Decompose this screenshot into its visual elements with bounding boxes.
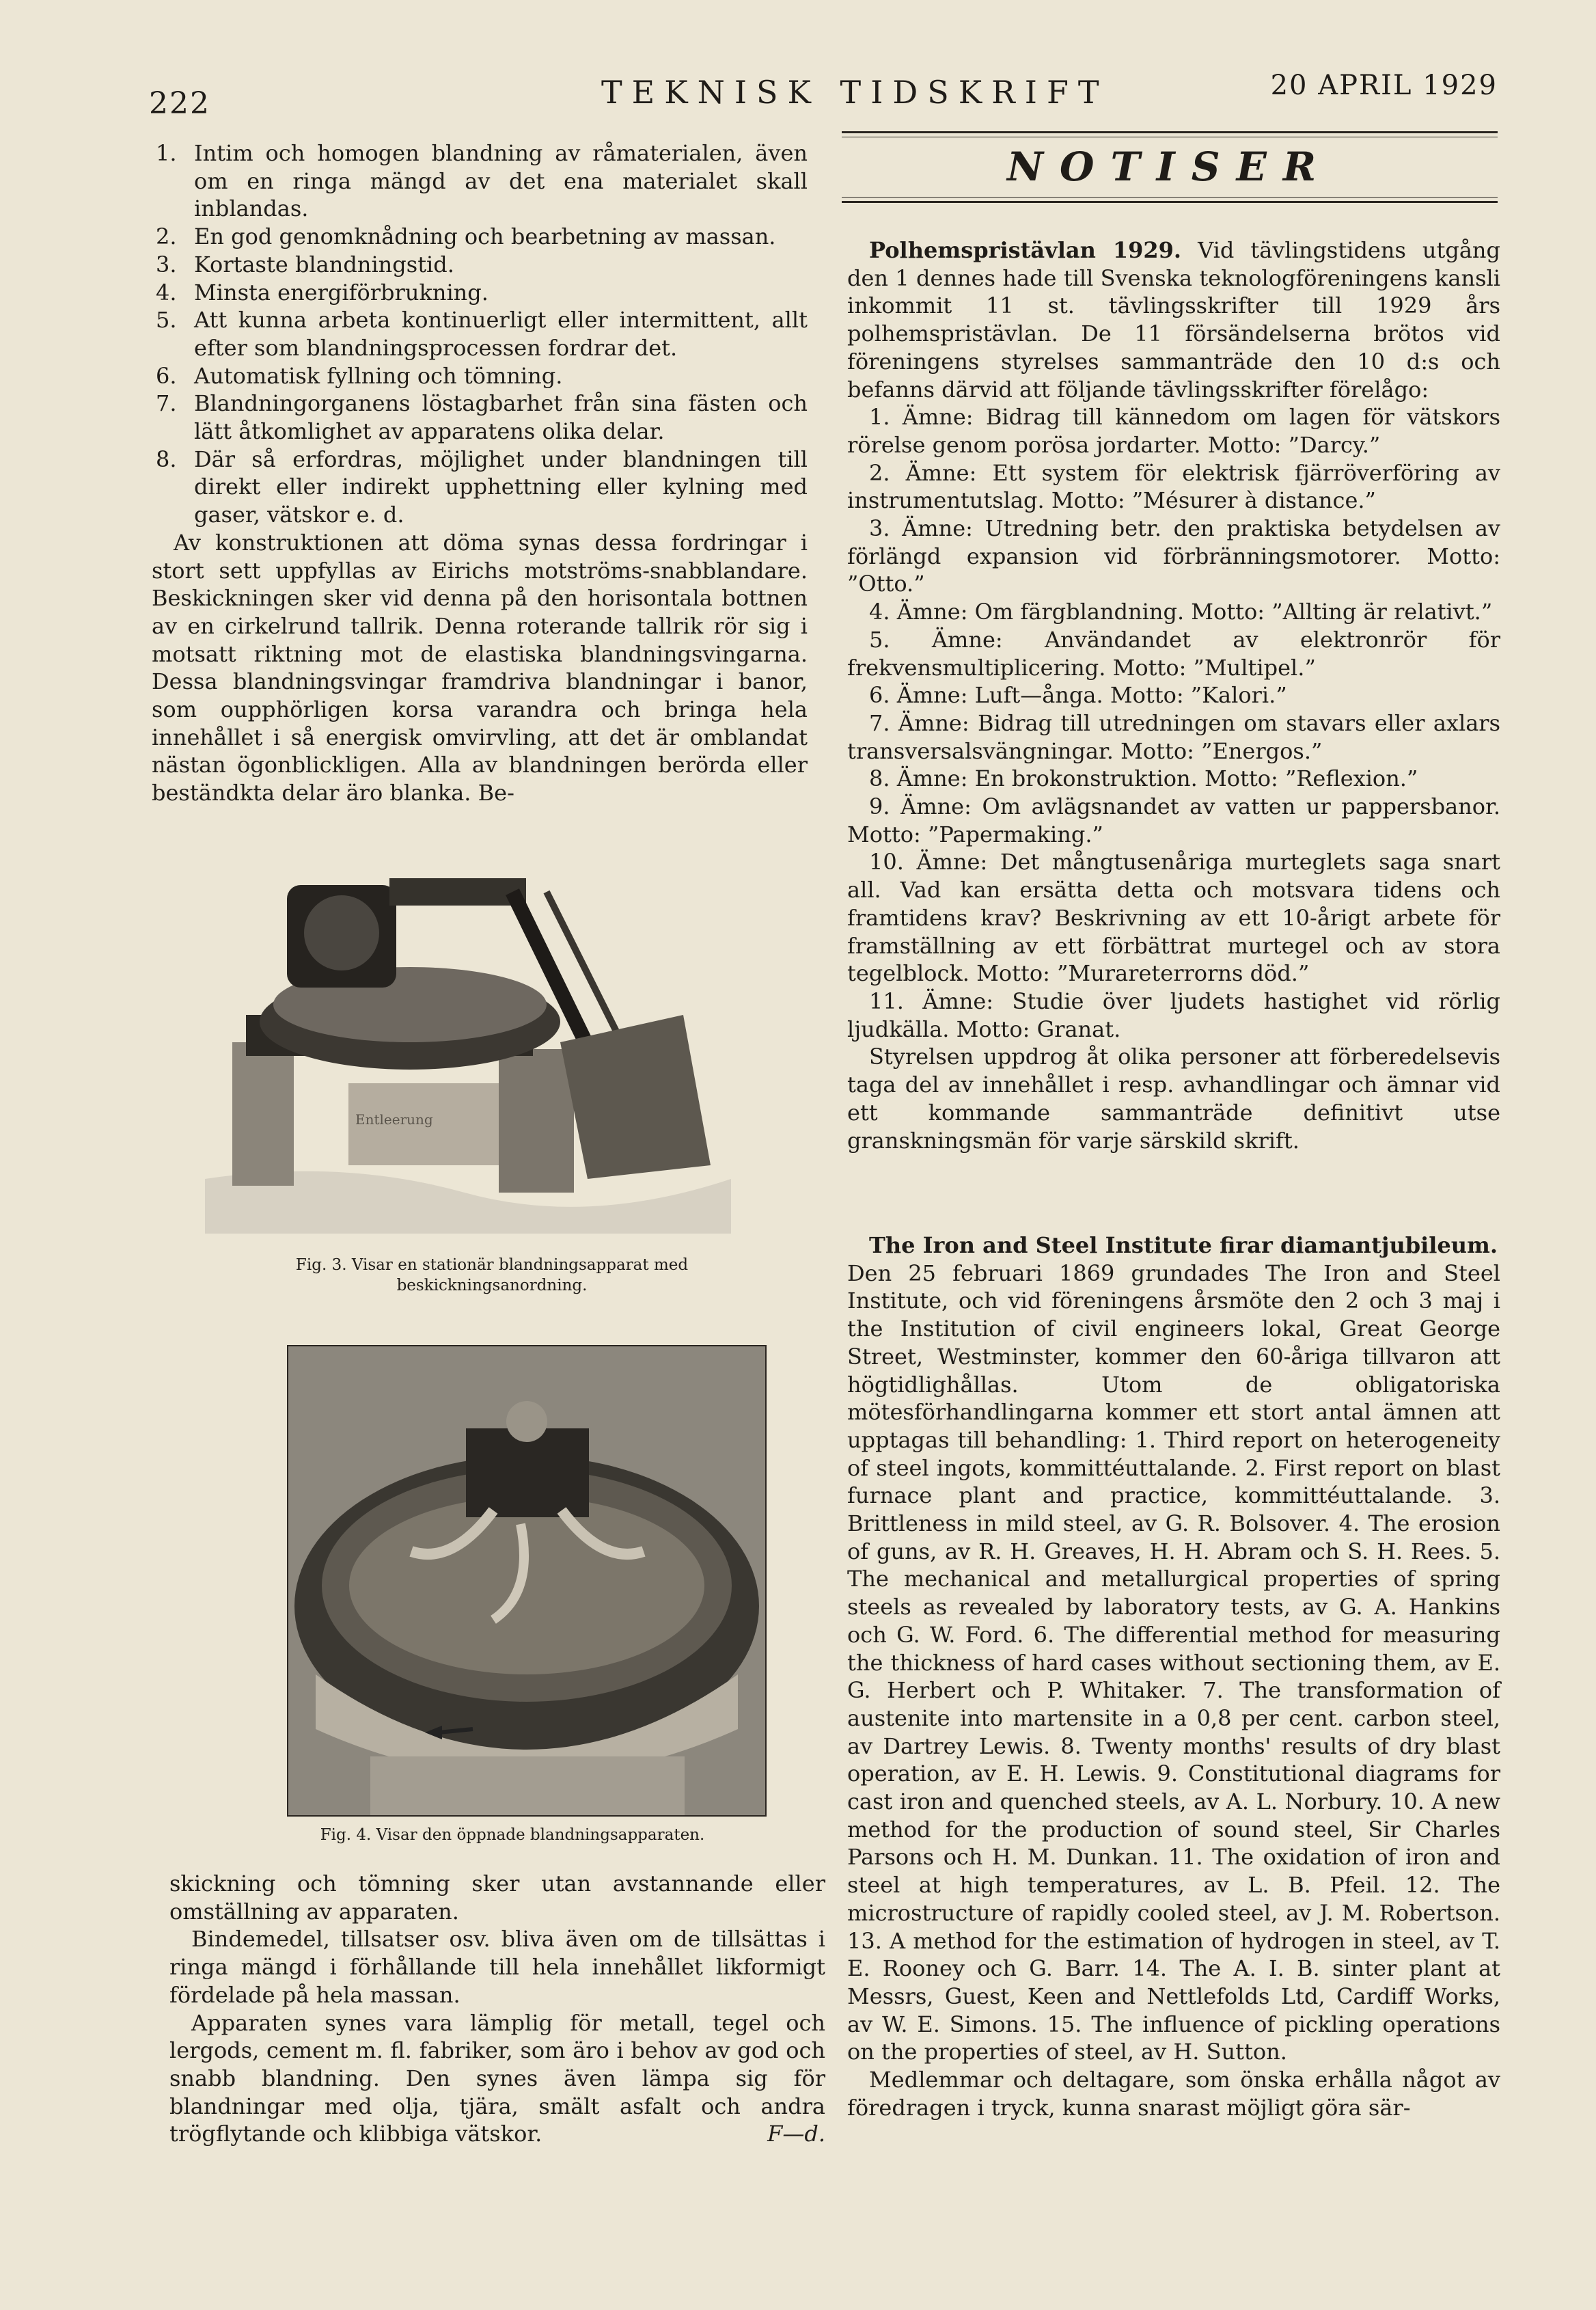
list-item: 6. Automatisk fyllning och tömning. <box>156 362 563 389</box>
left-column-top <box>152 139 808 807</box>
topic-entry: 5. Ämne: Användandet av elektronrör för frekvensmultiplicering. Motto: ”Multipel.” <box>847 626 1500 681</box>
topic-entry: 9. Ämne: Om avlägsnandet av vatten ur pappersbanor. Motto: ”Papermaking.” <box>847 793 1500 847</box>
body-paragraph: skickning och tömning sker utan avstannande eller omställning av apparaten. <box>169 1871 825 1925</box>
open-mixer-illustration <box>288 1346 765 1815</box>
topic-entry: 8. Ämne: En brokonstruktion. Motto: ”Reflexion.” <box>869 765 1418 792</box>
list-item: 5. Att kunna arbeta kontinuerligt eller intermittent, allt efter som blandningsprocessen fordrar det. <box>156 307 808 361</box>
title-rule-bottom-thin <box>842 197 1498 198</box>
topic-entry: 10. Ämne: Det mångtusenåriga murteglets saga snart all. Vad kan ersätta detta och motsvara tidens och framtidens krav? Beskrivning av ett 10-årigt arbete för framställning av ett förbättrat murtegel och av stora tegelblock. Motto: ”Murareterrorns död.” <box>847 849 1500 987</box>
requirements-list <box>152 139 808 529</box>
list-item: 4. Minsta energiförbrukning. <box>156 279 489 305</box>
topic-entry: 4. Ämne: Om färgblandning. Motto: ”Allting är relativt.” <box>869 599 1493 625</box>
list-item: 3. Kortaste blandningstid. <box>156 251 454 277</box>
notice-heading: Polhemspristävlan 1929. <box>869 237 1182 263</box>
title-rule-bottom <box>842 201 1498 203</box>
topic-entry: 7. Ämne: Bidrag till utredningen om stavars eller axlars transversalsvängningar. Motto: ”Energos.” <box>847 709 1500 764</box>
page-number: 222 <box>149 86 210 121</box>
topic-entry: 1. Ämne: Bidrag till kännedom om lagen för vätskors rörelse genom porösa jordarter. Motto: ”Darcy.” <box>847 404 1500 458</box>
figure-4-caption: Fig. 4. Visar den öppnade blandningsapparaten. <box>320 1826 705 1844</box>
body-paragraph: Styrelsen uppdrog åt olika personer att förberedelsevis taga del av innehållet i resp. avhandlingar och ämnar vid ett kommande sammanträde definitivt utse granskningsmän för varje särskild skrift. <box>847 1044 1500 1154</box>
list-item: 7. Blandningorganens löstagbarhet från sina fästen och lätt åtkomlighet av apparatens olika delar. <box>156 390 808 445</box>
topic-entry: 11. Ämne: Studie över ljudets hastighet vid rörlig ljudkälla. Motto: Granat. <box>847 988 1500 1042</box>
list-item: 2. En god genomknådning och bearbetning av massan. <box>156 223 776 250</box>
figure-3-caption: Fig. 3. Visar en stationär blandningsapparat med beskickningsanordning. <box>295 1256 689 1294</box>
figure-4-open-mixer <box>287 1345 767 1817</box>
journal-title: TEKNISK TIDSKRIFT <box>601 74 1109 111</box>
topic-entry: 3. Ämne: Utredning betr. den praktiska betydelsen av förlängd expansion vid förbränningsmotorer. Motto: ”Otto.” <box>847 515 1500 597</box>
notice-heading: The Iron and Steel Institute firar diamantjubileum. <box>869 1232 1498 1258</box>
list-item: 1. Intim och homogen blandning av råmaterialen, även om en ringa mängd av det ena materialet skall inblandas. <box>156 140 808 222</box>
figure-3-label: Entleerung <box>355 1111 433 1128</box>
body-paragraph: Den 25 februari 1869 grundades The Iron and Steel Institute, och vid föreningens årsmöte den 2 och 3 maj i the Institution of civil engineers lokal, Great George Street, Westminster, kommer den 60-åriga tillvaron att högtidlighållas. Utom de obligatoriska mötesförhandlingarna kommer ett stort antal ämnen att upptagas till behandling: 1. Third report on heterogeneity of steel ingots, kommittéuttalande. 2. First report on blast furnace plant and practice, kommittéuttalande. 3. Brittleness in mild steel, av G. R. Bolsover. 4. The erosion of guns, av R. H. Greaves, H. H. Abram och S. H. Rees. 5. The mechanical and metallurgical properties of spring steels as revealed by laboratory tests, av G. A. Hankins och G. W. Ford. 6. The differential method for measuring the thickness of hard cases without sectioning them, av E. G. Herbert och P. Whitaker. 7. The transformation of austenite into martensite in a 0,8 per cent. carbon steel, av Dartrey Lewis. 8. Twenty months' results of dry blast operation, av E. H. Lewis. 9. Constitutional diagrams for cast iron and quenched steels, av A. L. Norbury. 10. A new method for the production of sound steel, Sir Charles Parsons och H. M. Dunkan. 11. The oxidation of iron and steel at high temperatures, av L. B. Pfeil. 12. The microstructure of rapidly cooled steel, av J. M. Robertson. 13. A method for the estimation of hydrogen in steel, av T. E. Rooney och G. Barr. 14. The A. I. B. sinter plant at Messrs, Guest, Keen and Nettlefolds Ltd, Cardiff Works, av W. E. Simons. 15. The influence of pickling operations on the properties of steel, av H. Sutton. <box>847 1260 1500 2065</box>
body-paragraph: Polhemspristävlan 1929. Vid tävlingstidens utgång den 1 dennes hade till Svenska teknologföreningens kansli inkommit 11 st. tävlingsskrifter till 1929 års polhemspristävlan. De 11 försändelserna brötos vid föreningens styrelses sammanträde den 10 d:s och befanns därvid att följande tävlingsskrifter förelågo: <box>847 237 1501 403</box>
section-title: NOTISER <box>1006 144 1333 190</box>
list-item: 8. Där så erfordras, möjlighet under blandningen till direkt eller indirekt upphettning eller kylning med gaser, vätskor e. d. <box>156 446 808 528</box>
mixer-illustration <box>205 837 731 1234</box>
author-signature: F—d. <box>767 2121 825 2147</box>
title-rule-top <box>842 131 1498 133</box>
figure-3-mixing-apparatus <box>205 837 731 1234</box>
iron-steel-notice <box>847 1232 1500 2122</box>
body-paragraph: Medlemmar och deltagare, som önska erhålla något av föredragen i tryck, kunna snarast möjligt göra sär- <box>847 2067 1500 2121</box>
topic-entry: 6. Ämne: Luft—ånga. Motto: ”Kalori.” <box>869 682 1287 709</box>
body-paragraph: Bindemedel, tillsatser osv. bliva även om de tillsättas i ringa mängd i förhållande till hela innehållet likformigt fördelade på hela massan. <box>169 1926 825 2008</box>
left-column-bottom <box>169 1870 825 2148</box>
polhem-notice <box>847 236 1500 1154</box>
body-paragraph: Av konstruktionen att döma synas dessa fordringar i stort sett uppfyllas av Eirichs motströms-snabblandare. Beskickningen sker vid denna på den horisontala bottnen av en cirkelrund tallrik. Denna roterande tallrik rör sig i motsatt riktning mot de elastiska blandningsvingarna. Dessa blandningsvingar framdriva blandningar i banor, som oupphörligen korsa varandra och bringa hela innehållet i så energisk omvirvling, att det är omblandat nästan ögonblickligen. Alla av blandningen berörda eller beständkta delar äro blanka. Be- <box>152 529 808 806</box>
body-paragraph: Apparaten synes vara lämplig för metall, tegel och lergods, cement m. fl. fabriker, som äro i behov av god och snabb blandning. Den synes även lämpa sig för blandningar med olja, tjära, smält asfalt och andra trögflytande och klibbiga vätskor. F—d. <box>169 2009 825 2147</box>
issue-date: 20 APRIL 1929 <box>1270 70 1498 101</box>
topic-entry: 2. Ämne: Ett system för elektrisk fjärröverföring av instrumentutslag. Motto: ”Mésurer à distance.” <box>847 459 1500 514</box>
